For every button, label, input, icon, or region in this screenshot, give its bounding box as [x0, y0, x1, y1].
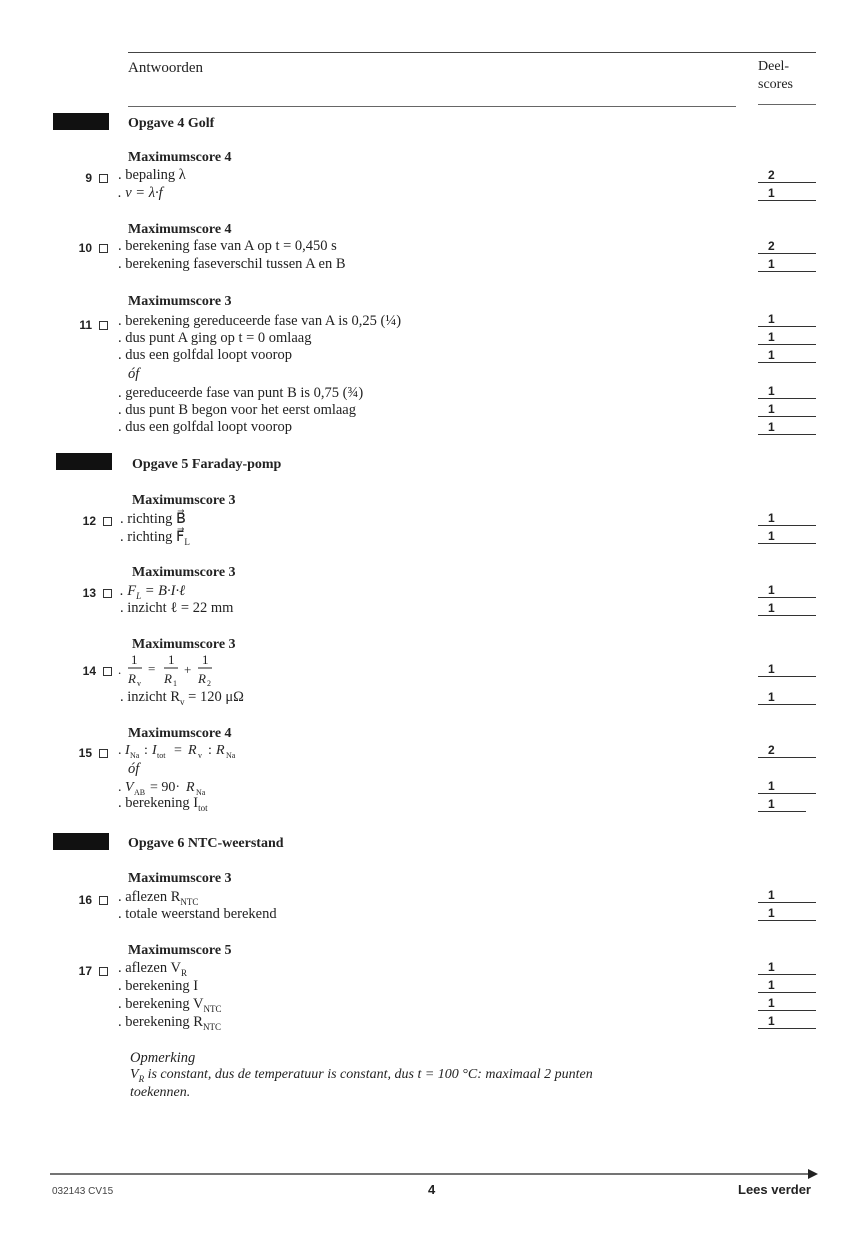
q11-checkbox[interactable] [99, 321, 108, 330]
q15-number: 15 [78, 746, 92, 760]
q14-maximumscore: Maximumscore 3 [132, 637, 236, 652]
q16-score-1: 1 [768, 888, 775, 902]
q9-maximumscore: Maximumscore 4 [128, 150, 232, 165]
svg-text:I: I [125, 743, 130, 758]
score-underline [758, 362, 816, 363]
svg-text:Na: Na [196, 788, 206, 797]
svg-text::: : [144, 743, 148, 758]
footer-code: 032143 CV15 [52, 1186, 114, 1197]
header-title: Antwoorden [128, 60, 203, 76]
q14-line-2 [120, 689, 244, 707]
q15-score-1: 2 [768, 743, 775, 757]
svg-text:tot: tot [157, 751, 166, 760]
footer-arrow [50, 1168, 820, 1180]
score-underline [758, 1028, 816, 1029]
q11-maximumscore: Maximumscore 3 [128, 294, 232, 309]
score-underline [758, 811, 806, 812]
q14-line-2-c: = 120 μΩ [184, 689, 244, 705]
q13-line-1-c: = B·I·ℓ [141, 583, 186, 599]
q9-score-1: 2 [768, 168, 775, 182]
q13-maximumscore: Maximumscore 3 [132, 565, 236, 580]
svg-text:R: R [188, 743, 197, 758]
deelscores-line2: scores [758, 77, 793, 92]
svg-text:Na: Na [130, 751, 140, 760]
section-marker [53, 833, 109, 850]
q9-line-1: . bepaling λ [118, 167, 186, 183]
q16-line-1-sub: NTC [180, 896, 199, 907]
svg-text:.: . [118, 662, 122, 677]
svg-text:=: = [148, 661, 156, 676]
svg-text:v: v [198, 751, 202, 760]
score-underline [758, 253, 816, 254]
q15-of: óf [128, 761, 140, 777]
q16-line-1 [118, 889, 198, 907]
svg-text:1: 1 [202, 652, 209, 667]
header-rule [128, 52, 816, 53]
q12-score-2: 1 [768, 529, 775, 543]
q15-score-2: 1 [768, 779, 775, 793]
q13-score-2: 1 [768, 601, 775, 615]
opmerking-title: Opmerking [130, 1050, 196, 1066]
q15-formula-1 [118, 740, 278, 762]
score-underline [758, 920, 816, 921]
q17-line-4-sub: NTC [202, 1021, 221, 1032]
svg-text:I: I [152, 743, 157, 758]
q13-line-1-a: . F [120, 583, 137, 599]
q17-line-3-sub: NTC [203, 1003, 222, 1014]
q12-line-2 [120, 529, 190, 547]
q10-line-1: . berekening fase van A op t = 0,450 s [118, 238, 337, 254]
score-underline [758, 200, 816, 201]
q17-line-4-text: . berekening R [118, 1014, 203, 1030]
q17-score-4: 1 [768, 1014, 775, 1028]
opgave-6-title: Opgave 6 NTC-weerstand [128, 836, 284, 851]
q11-of: óf [128, 366, 140, 382]
q11-line-2: . dus punt A ging op t = 0 omlaag [118, 330, 312, 346]
svg-text:=: = [174, 743, 182, 758]
q13-line-2: . inzicht ℓ = 22 mm [120, 600, 234, 616]
q10-score-2: 1 [768, 257, 775, 271]
q11-line-4: . gereduceerde fase van punt B is 0,75 (¾) [118, 385, 364, 401]
q16-line-1-text: . aflezen R [118, 889, 181, 905]
score-underline [758, 704, 816, 705]
q17-line-3-text: . berekening V [118, 996, 204, 1012]
score-underline [758, 326, 816, 327]
q15-checkbox[interactable] [99, 749, 108, 758]
q16-checkbox[interactable] [99, 896, 108, 905]
q10-checkbox[interactable] [99, 244, 108, 253]
score-underline [758, 525, 816, 526]
q13-line-1-sub: L [136, 590, 142, 601]
q10-line-2: . berekening faseverschil tussen A en B [118, 256, 346, 272]
opmerking-line-2: toekennen. [130, 1085, 191, 1100]
deelscores-line1: Deel- [758, 59, 790, 74]
q14-line-2-text: . inzicht R [120, 689, 181, 705]
svg-text::: : [208, 743, 212, 758]
q11-line-3: . dus een golfdal loopt voorop [118, 347, 292, 363]
q12-line-1: . richting B⃗ [120, 511, 186, 527]
opgave-5-title: Opgave 5 Faraday-pomp [132, 457, 282, 472]
q11-score-6: 1 [768, 420, 775, 434]
score-underline [758, 902, 816, 903]
q10-maximumscore: Maximumscore 4 [128, 222, 232, 237]
svg-text:R: R [216, 743, 225, 758]
section-marker [56, 453, 112, 470]
q13-checkbox[interactable] [103, 589, 112, 598]
svg-text:.: . [118, 780, 122, 795]
q11-score-4: 1 [768, 384, 775, 398]
svg-text:1: 1 [131, 652, 138, 667]
score-underline [758, 974, 816, 975]
q9-number: 9 [85, 171, 92, 185]
q13-number: 13 [82, 586, 96, 600]
q17-line-1-text: . aflezen V [118, 960, 181, 976]
svg-text:1: 1 [173, 679, 177, 688]
opmerking-v: V [130, 1067, 139, 1082]
q13-score-1: 1 [768, 583, 775, 597]
q11-line-6: . dus een golfdal loopt voorop [118, 419, 292, 435]
score-underline [758, 1010, 816, 1011]
q10-score-1: 2 [768, 239, 775, 253]
q12-maximumscore: Maximumscore 3 [132, 493, 236, 508]
score-underline [758, 597, 816, 598]
q16-score-2: 1 [768, 906, 775, 920]
q17-line-3 [118, 996, 222, 1014]
q14-score-1: 1 [768, 662, 775, 676]
svg-text:AB: AB [134, 788, 146, 797]
score-underline [758, 416, 816, 417]
svg-text:2: 2 [207, 679, 211, 688]
q15-maximumscore: Maximumscore 4 [128, 726, 232, 741]
score-underline [758, 434, 816, 435]
q17-line-1 [118, 960, 187, 978]
header-rule-2 [128, 106, 736, 107]
score-underline [758, 793, 816, 794]
score-underline [758, 757, 816, 758]
svg-text:R: R [198, 671, 206, 686]
q9-line-2: . v = λ·f [118, 185, 163, 201]
q17-score-3: 1 [768, 996, 775, 1010]
svg-text:1: 1 [168, 652, 175, 667]
svg-text:= 90·: = 90· [150, 780, 181, 795]
svg-text:.: . [118, 743, 122, 758]
opmerking-line-1 [130, 1067, 593, 1084]
q17-line-4 [118, 1014, 221, 1032]
q16-line-2: . totale weerstand berekend [118, 906, 277, 922]
deelscores-heading [758, 58, 793, 94]
q12-score-1: 1 [768, 511, 775, 525]
score-underline [758, 543, 816, 544]
q15-line-3 [118, 795, 208, 813]
q17-score-1: 1 [768, 960, 775, 974]
q15-line-3-text: . berekening I [118, 795, 199, 811]
score-underline [758, 182, 816, 183]
q11-line-1: . berekening gereduceerde fase van A is 0,25 (¼) [118, 313, 402, 329]
q15-line-3-sub: tot [198, 802, 208, 813]
q14-score-2: 1 [768, 690, 775, 704]
q12-number: 12 [82, 514, 96, 528]
q10-number: 10 [78, 241, 92, 255]
q16-maximumscore: Maximumscore 3 [128, 871, 232, 886]
q17-line-2: . berekening I [118, 978, 199, 994]
score-underline [758, 344, 816, 345]
score-underline [758, 398, 816, 399]
q9-checkbox[interactable] [99, 174, 108, 183]
q14-checkbox[interactable] [103, 667, 112, 676]
svg-text:R: R [128, 671, 136, 686]
q11-score-1: 1 [768, 312, 775, 326]
lees-verder-link[interactable]: Lees verder [738, 1182, 811, 1197]
q17-maximumscore: Maximumscore 5 [128, 943, 232, 958]
q11-score-3: 1 [768, 348, 775, 362]
q12-line-2-text: . richting F⃗ [120, 529, 185, 545]
q15-score-3: 1 [768, 797, 775, 811]
section-marker [53, 113, 109, 130]
q13-line-1 [120, 583, 185, 601]
score-underline [758, 992, 816, 993]
svg-text:Na: Na [226, 751, 236, 760]
page-number: 4 [428, 1182, 436, 1197]
q14-line-2-sub: v [180, 696, 185, 707]
q17-number: 17 [78, 964, 92, 978]
q11-number: 11 [79, 318, 92, 332]
q17-checkbox[interactable] [99, 967, 108, 976]
svg-text:R: R [164, 671, 172, 686]
svg-text:v: v [137, 679, 141, 688]
q17-line-1-sub: R [180, 967, 187, 978]
opmerking-v-sub: R [138, 1073, 145, 1084]
score-underline [758, 615, 816, 616]
score-underline [758, 676, 816, 677]
q11-score-5: 1 [768, 402, 775, 416]
q14-formula [118, 652, 238, 688]
q11-line-5: . dus punt B begon voor het eerst omlaag [118, 402, 356, 418]
q9-score-2: 1 [768, 186, 775, 200]
q12-line-2-sub: L [184, 536, 190, 547]
opgave-4-title: Opgave 4 Golf [128, 116, 215, 131]
header-rule-3 [758, 104, 816, 105]
q14-number: 14 [82, 664, 96, 678]
score-underline [758, 271, 816, 272]
q12-checkbox[interactable] [103, 517, 112, 526]
q16-number: 16 [78, 893, 92, 907]
q17-score-2: 1 [768, 978, 775, 992]
svg-text:R: R [186, 780, 195, 795]
svg-text:+: + [184, 662, 192, 677]
q11-score-2: 1 [768, 330, 775, 344]
svg-text:V: V [125, 780, 134, 795]
opmerking-text: is constant, dus de temperatuur is constant, dus t = 100 °C: maximaal 2 punten [144, 1067, 593, 1082]
